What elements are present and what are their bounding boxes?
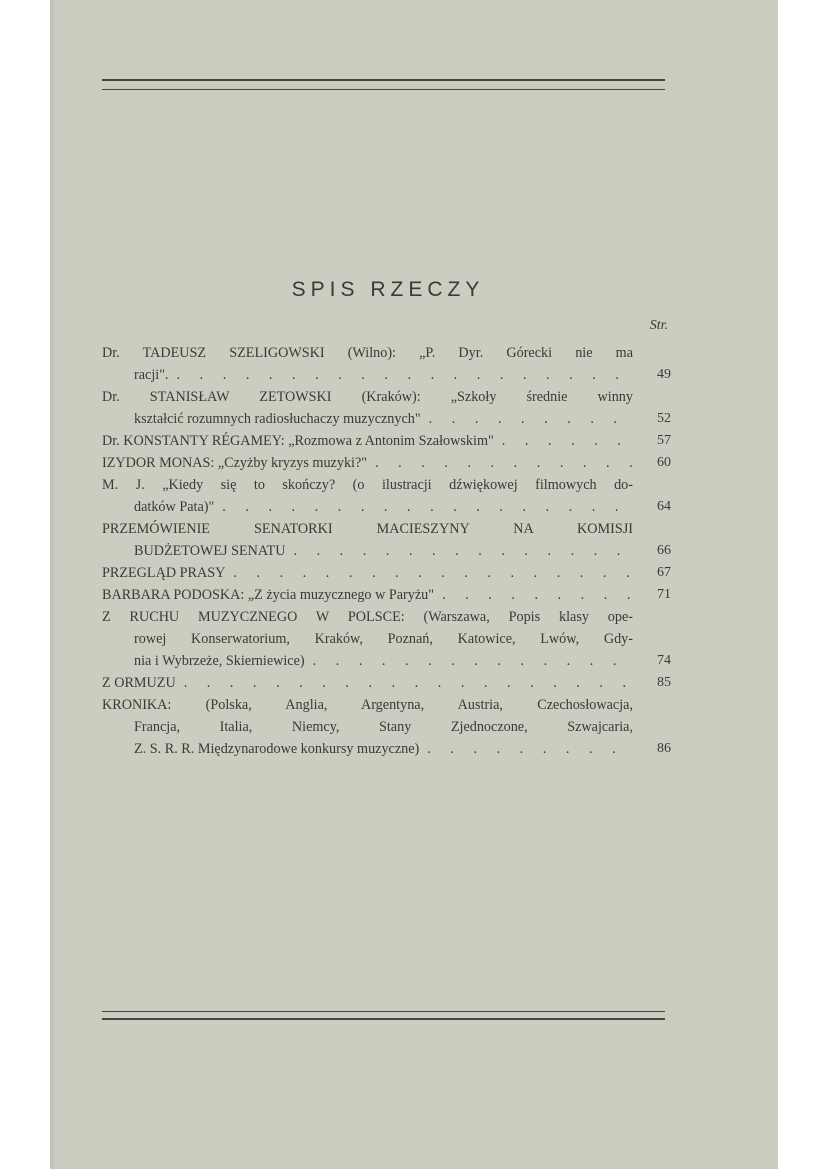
bottom-rule-thin: [102, 1011, 665, 1012]
toc-entry-last-line: Z. S. R. R. Międzynarodowe konkursy muzyczne): [134, 741, 420, 757]
toc-entry: [102, 584, 671, 606]
toc-entry: [102, 342, 671, 386]
bottom-rule-thick: [102, 1018, 665, 1020]
toc-entry: [102, 606, 671, 672]
toc-entry-last-line: nia i Wybrzeże, Skierniewice): [134, 653, 305, 669]
toc-entry-line: Z RUCHU MUZYCZNEGO W POLSCE: (Warszawa, Popis klasy ope-: [102, 609, 633, 625]
top-rule-thick: [102, 79, 665, 81]
toc-entry-last-line: racji".: [134, 367, 169, 383]
toc-page-number: 71: [657, 587, 671, 602]
table-of-contents: [102, 342, 671, 760]
toc-entry-last-line: BARBARA PODOSKA: „Z życia muzycznego w Paryżu": [102, 587, 435, 603]
toc-page-number: 74: [657, 653, 671, 668]
toc-entry-line: Dr. STANISŁAW ZETOWSKI (Kraków): „Szkoły średnie winny: [102, 389, 633, 405]
toc-entry: [102, 518, 671, 562]
toc-entry-line: M. J. „Kiedy się to skończy? (o ilustracji dźwiękowej filmowych do-: [102, 477, 633, 493]
toc-entry-line: Dr. TADEUSZ SZELIGOWSKI (Wilno): „P. Dyr. Górecki nie ma: [102, 345, 633, 361]
toc-entry-last-line: PRZEGLĄD PRASY: [102, 565, 226, 581]
toc-page-number: 86: [657, 741, 671, 756]
dot-leader: [233, 562, 633, 584]
toc-entry-last-line: Z ORMUZU: [102, 675, 176, 691]
toc-entry-line: KRONIKA: (Polska, Anglia, Argentyna, Austria, Czechosłowacja,: [102, 697, 633, 713]
toc-entry-last-line: BUDŻETOWEJ SENATU: [134, 543, 286, 559]
toc-entry: [102, 386, 671, 430]
toc-entry: [102, 672, 671, 694]
toc-page-number: 85: [657, 675, 671, 690]
top-rule-thin: [102, 89, 665, 90]
toc-page-number: 52: [657, 411, 671, 426]
page-title: SPIS RZECZY: [291, 278, 485, 301]
toc-entry: [102, 562, 671, 584]
toc-entry: [102, 474, 671, 518]
page-edge-shadow: [50, 0, 56, 1169]
dot-leader: [375, 452, 633, 474]
toc-page-number: 60: [657, 455, 671, 470]
toc-entry-last-line: datków Pata)": [134, 499, 215, 515]
toc-entry-line: PRZEMÓWIENIE SENATORKI MACIESZYNY NA KOMISJI: [102, 521, 633, 537]
dot-leader: [184, 672, 633, 694]
dot-leader: [442, 584, 633, 606]
toc-entry: [102, 452, 671, 474]
dot-leader: [313, 650, 633, 672]
dot-leader: [222, 496, 633, 518]
toc-entry-last-line: IZYDOR MONAS: „Czyżby kryzys muzyki?": [102, 455, 368, 471]
dot-leader: [177, 364, 633, 386]
page-column-label: Str.: [649, 318, 668, 333]
toc-page-number: 67: [657, 565, 671, 580]
toc-page-number: 64: [657, 499, 671, 514]
dot-leader: [293, 540, 633, 562]
toc-page-number: 66: [657, 543, 671, 558]
toc-entry-last-line: kształcić rozumnych radiosłuchaczy muzycznych": [134, 411, 421, 427]
toc-entry-line: Francja, Italia, Niemcy, Stany Zjednoczone, Szwajcaria,: [134, 719, 633, 735]
dot-leader: [427, 738, 633, 760]
toc-page-number: 49: [657, 367, 671, 382]
dot-leader: [502, 430, 633, 452]
toc-page-number: 57: [657, 433, 671, 448]
dot-leader: [429, 408, 633, 430]
toc-entry-line: rowej Konserwatorium, Kraków, Poznań, Katowice, Lwów, Gdy-: [134, 631, 633, 647]
toc-entry-last-line: Dr. KONSTANTY RÉGAMEY: „Rozmowa z Antonim Szałowskim": [102, 433, 494, 449]
toc-entry: [102, 430, 671, 452]
toc-entry: [102, 694, 671, 760]
